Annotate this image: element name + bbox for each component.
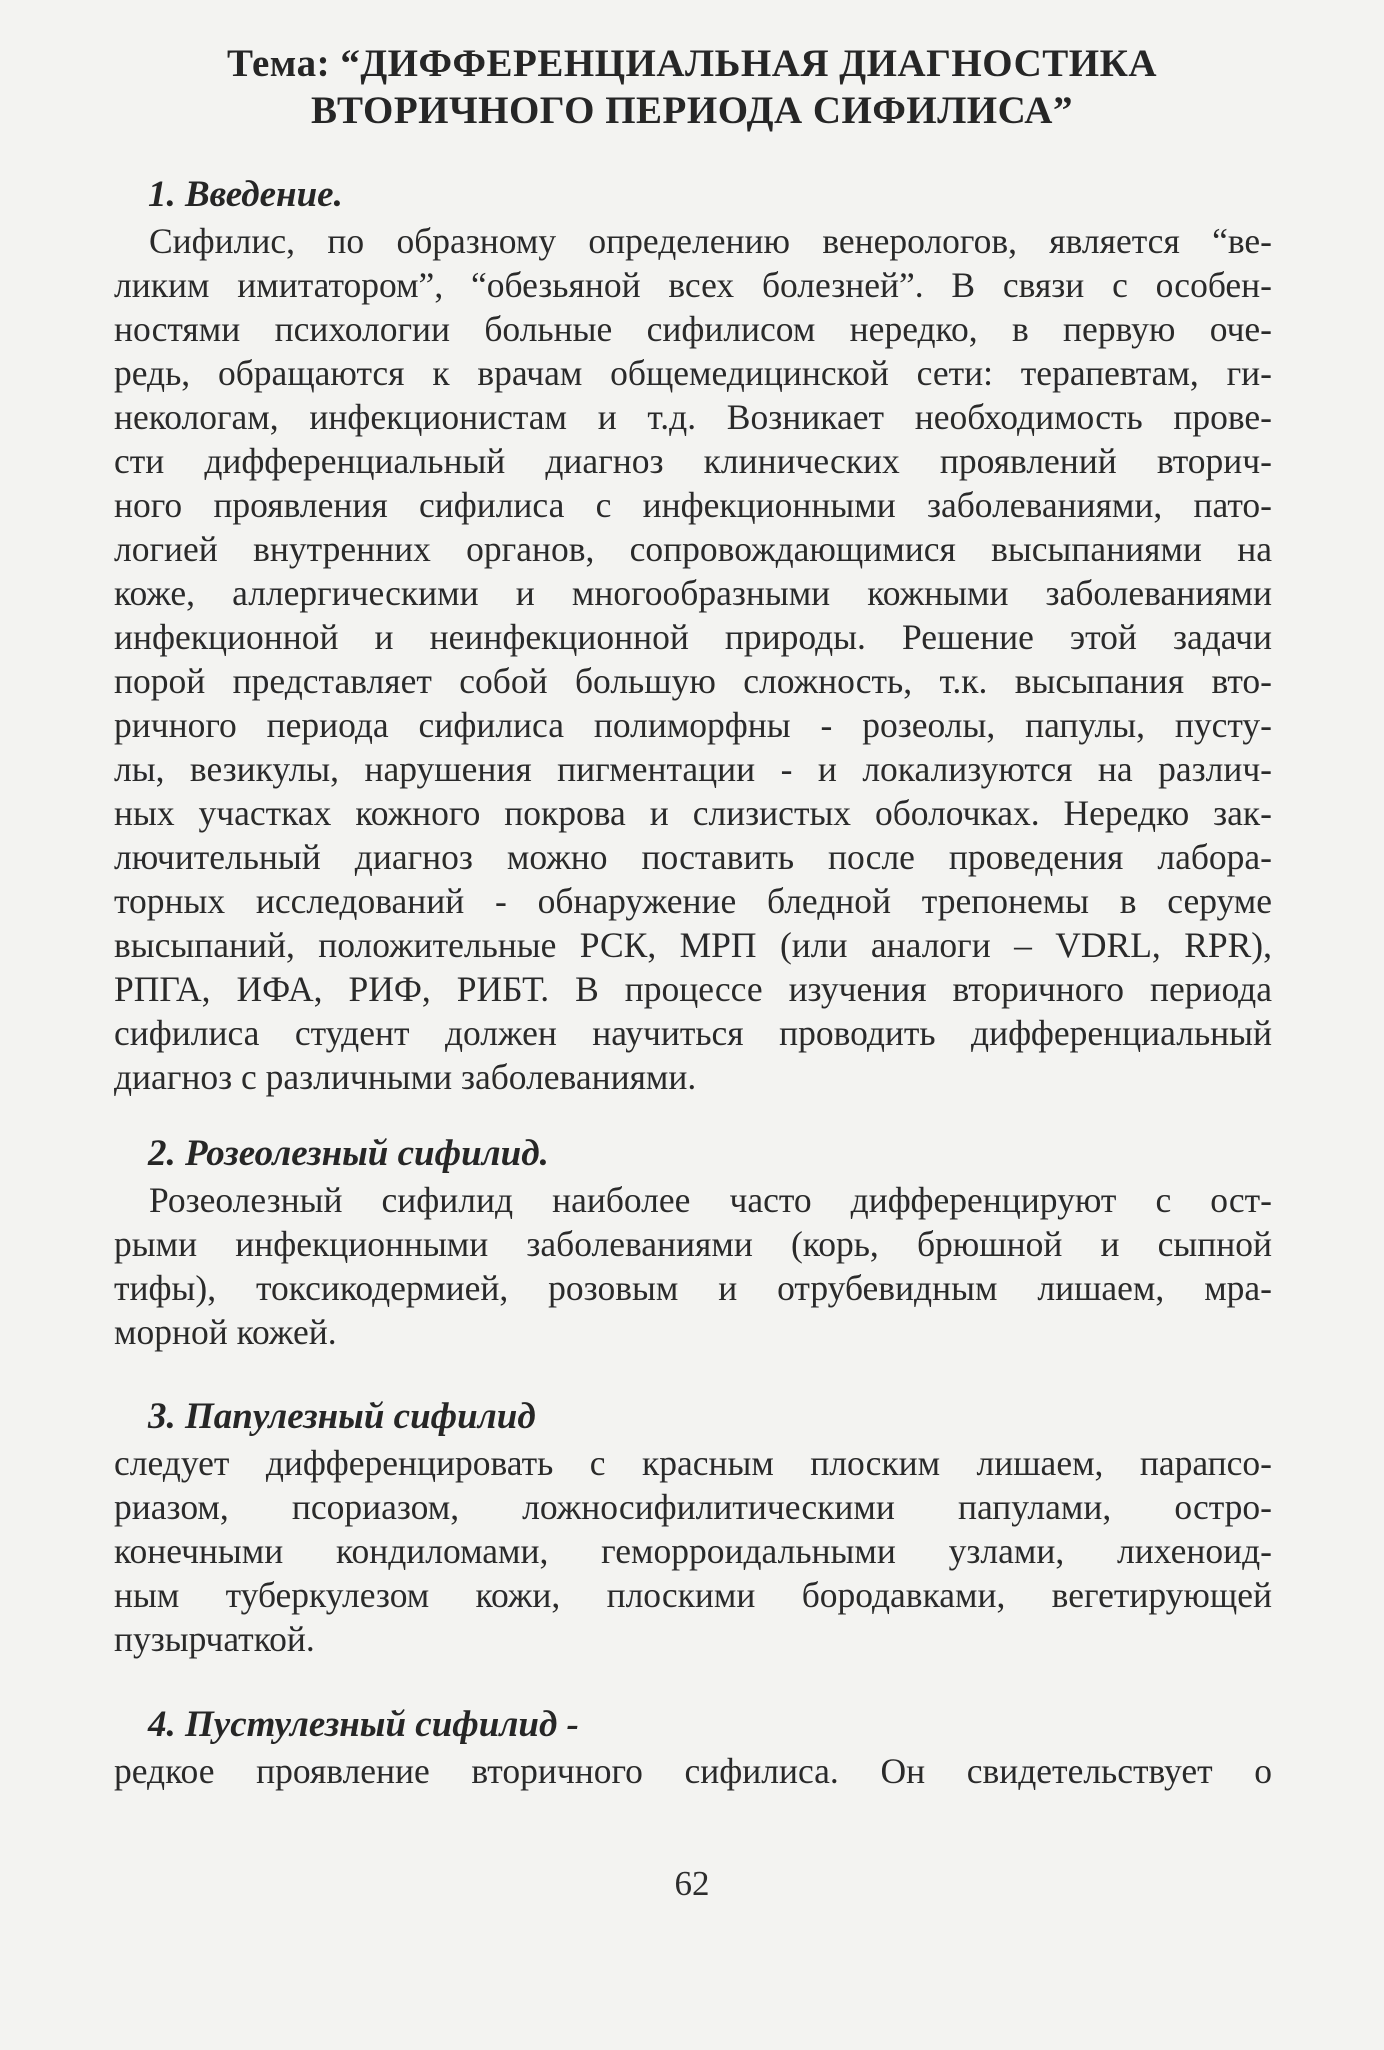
section-heading-papular: 3. Папулезный сифилид	[148, 1396, 536, 1437]
text-line: ного проявления сифилиса с инфекционными заболеваниями, пато-	[114, 485, 1272, 525]
section-body-roseola	[114, 1178, 1272, 1354]
text-line: лы, везикулы, нарушения пигментации - и локализуются на различ-	[114, 749, 1272, 789]
text-line: морной кожей.	[114, 1312, 337, 1352]
text-line: редь, обращаются к врачам общемедицинской сети: терапевтам, ги-	[114, 353, 1272, 393]
page-title	[110, 40, 1274, 134]
title-line-1: Тема: “ДИФФЕРЕНЦИАЛЬНАЯ ДИАГНОСТИКА	[226, 42, 1158, 85]
section-heading-introduction: 1. Введение.	[148, 174, 343, 215]
text-line: ностями психологии больные сифилисом нередко, в первую оче-	[114, 309, 1272, 349]
text-line: логией внутренних органов, сопровождающимися высыпаниями на	[114, 529, 1272, 569]
section-body-introduction	[114, 219, 1272, 1099]
title-line-2: ВТОРИЧНОГО ПЕРИОДА СИФИЛИСА”	[311, 89, 1073, 132]
text-line: диагноз с различными заболеваниями.	[114, 1057, 697, 1097]
text-line: порой представляет собой большую сложность, т.к. высыпания вто-	[114, 661, 1272, 701]
text-line: некологам, инфекционистам и т.д. Возникает необходимость прове-	[114, 397, 1272, 437]
text-line: рыми инфекционными заболеваниями (корь, брюшной и сыпной	[114, 1224, 1272, 1264]
text-line: сифилиса студент должен научиться проводить дифференциальный	[114, 1013, 1272, 1053]
text-line: тифы), токсикодермией, розовым и отрубевидным лишаем, мра-	[114, 1268, 1272, 1308]
text-line: РПГА, ИФА, РИФ, РИБТ. В процессе изучения вторичного периода	[114, 969, 1272, 1009]
text-line: редкое проявление вторичного сифилиса. Он свидетельствует о	[114, 1751, 1272, 1791]
text-line: следует дифференцировать с красным плоским лишаем, парапсо-	[114, 1443, 1272, 1483]
text-line: Сифилис, по образному определению венерологов, является “ве-	[149, 221, 1272, 261]
text-line: ных участках кожного покрова и слизистых оболочках. Нередко зак-	[114, 793, 1272, 833]
text-line: лючительный диагноз можно поставить после проведения лабора-	[114, 837, 1272, 877]
text-line: ричного периода сифилиса полиморфны - розеолы, папулы, пусту-	[114, 705, 1272, 745]
section-body-papular	[114, 1441, 1272, 1661]
text-line: риазом, псориазом, ложносифилитическими папулами, остро-	[114, 1487, 1272, 1527]
text-line: ным туберкулезом кожи, плоскими бородавками, вегетирующей	[114, 1575, 1272, 1615]
text-line: ликим имитатором”, “обезьяной всех болезней”. В связи с особен-	[114, 265, 1272, 305]
text-line: торных исследований - обнаружение бледной трепонемы в серуме	[114, 881, 1272, 921]
text-line: пузырчаткой.	[114, 1619, 315, 1659]
text-line: сти дифференциальный диагноз клинических проявлений вторич-	[114, 441, 1272, 481]
section-heading-roseola: 2. Розеолезный сифилид.	[148, 1133, 549, 1174]
section-heading-pustular: 4. Пустулезный сифилид -	[148, 1704, 579, 1745]
section-body-pustular	[114, 1749, 1272, 1793]
text-line: Розеолезный сифилид наиболее часто дифференцируют с ост-	[149, 1180, 1272, 1220]
text-line: коже, аллергическими и многообразными кожными заболеваниями	[114, 573, 1272, 613]
text-line: высыпаний, положительные РСК, МРП (или аналоги – VDRL, RPR),	[114, 925, 1272, 965]
text-line: инфекционной и неинфекционной природы. Решение этой задачи	[114, 617, 1272, 657]
text-line: конечными кондиломами, геморроидальными узлами, лихеноид-	[114, 1531, 1272, 1571]
page-number: 62	[674, 1864, 710, 1903]
